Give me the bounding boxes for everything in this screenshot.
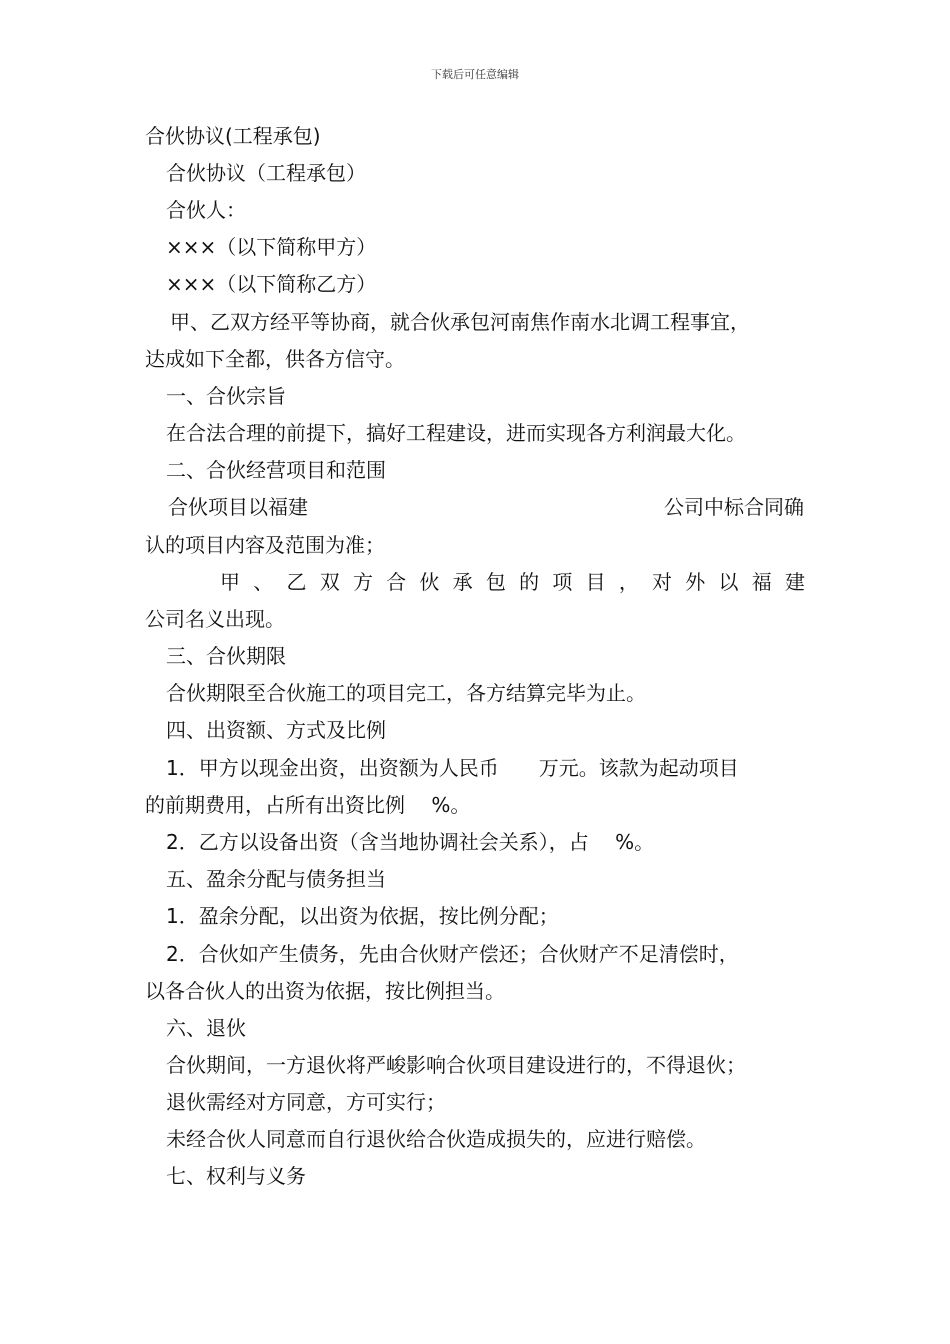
section-3-heading: 三、合伙期限 [166,644,286,668]
party-b: ×××（以下简称乙方） [166,272,377,296]
p2-char: 合 [386,570,407,594]
section-7-heading: 七、权利与义务 [166,1164,306,1188]
section-1-heading: 一、合伙宗旨 [166,384,286,408]
section-5-item-2-continuation: 以各合伙人的出资为依据，按比例担当。 [145,979,505,1003]
section-4-heading: 四、出资额、方式及比例 [166,718,386,742]
section-2-paragraph-2 [220,569,805,595]
p2-char: 、 [253,570,274,594]
header-note: 下载后可任意编辑 [431,68,519,81]
p2-char: 目 [585,570,606,594]
p2-char: 伙 [419,570,440,594]
p2-char: 双 [319,570,340,594]
document-title: 合伙协议(工程承包) [145,124,321,148]
intro-line-1: 甲、乙双方经平等协商，就合伙承包河南焦作南水北调工程事宜， [170,310,750,334]
section-6-heading: 六、退伙 [166,1016,246,1040]
section-2-heading: 二、合伙经营项目和范围 [166,458,386,482]
p2-char: 承 [452,570,473,594]
p2-char: 项 [552,570,573,594]
section-2-p2-continuation: 公司名义出现。 [145,607,285,631]
section-6-line-3: 未经合伙人同意而自行退伙给合伙造成损失的，应进行赔偿。 [166,1127,706,1151]
section-2-p1-left: 合伙项目以福建 [168,495,308,519]
intro-line-2: 达成如下全都，供各方信守。 [145,347,405,371]
section-6-line-2: 退伙需经对方同意，方可实行； [166,1090,446,1114]
section-1-text: 在合法合理的前提下，搞好工程建设，进而实现各方利润最大化。 [166,421,746,445]
section-2-p1-right: 公司中标合同确 [664,495,804,519]
section-4-item-2: 2．乙方以设备出资（含当地协调社会关系），占 %。 [166,830,655,854]
partners-label: 合伙人： [166,198,246,222]
section-5-item-2: 2．合伙如产生债务，先由合伙财产偿还；合伙财产不足清偿时， [166,942,739,966]
section-6-line-1: 合伙期间，一方退伙将严峻影响合伙项目建设进行的，不得退伙； [166,1053,746,1077]
p2-char: 甲 [220,570,240,594]
p2-char: 方 [352,570,373,594]
section-2-paragraph-1 [168,494,804,520]
p2-char: 包 [485,570,506,594]
section-5-item-1: 1．盈余分配，以出资为依据，按比例分配； [166,904,559,928]
p2-char: 对 [652,570,673,594]
p2-char: 以 [718,570,739,594]
section-2-p1-continuation: 认的项目内容及范围为准； [145,533,385,557]
p2-char: 外 [685,570,706,594]
section-4-item-1-continuation: 的前期费用，占所有出资比例 %。 [145,793,471,817]
p2-char: 的 [519,570,540,594]
section-3-text: 合伙期限至合伙施工的项目完工，各方结算完毕为止。 [166,681,646,705]
section-5-heading: 五、盈余分配与债务担当 [166,867,386,891]
p2-char: 乙 [286,570,307,594]
section-4-item-1: 1．甲方以现金出资，出资额为人民币 万元。该款为起动项目 [166,756,739,780]
document-subtitle: 合伙协议（工程承包） [166,161,366,185]
party-a: ×××（以下简称甲方） [166,235,377,259]
p2-char: ， [618,570,639,594]
p2-char: 福 [751,570,772,594]
p2-char: 建 [784,570,805,594]
